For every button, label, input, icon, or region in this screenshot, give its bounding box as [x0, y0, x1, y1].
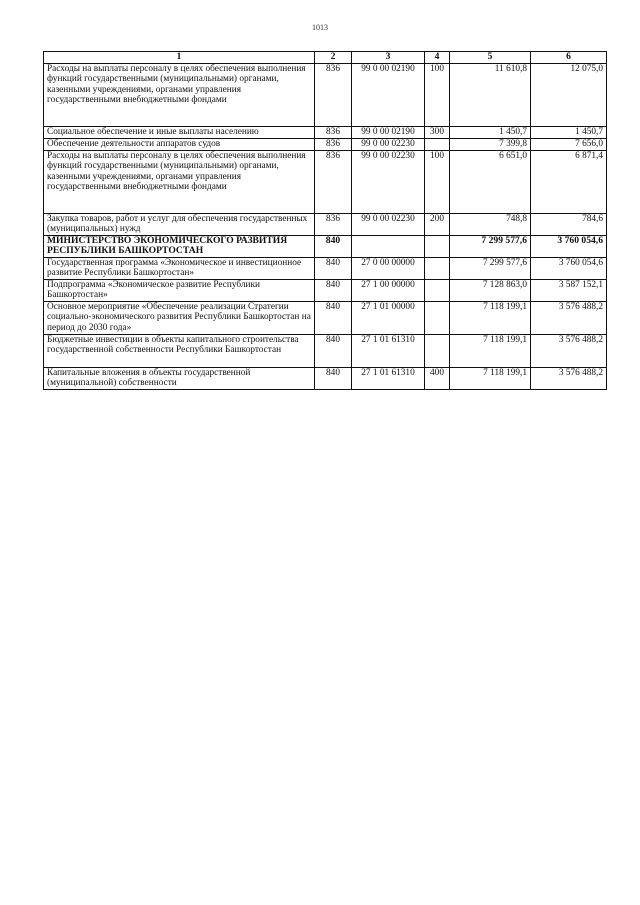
expense-name: Государственная программа «Экономическое и инвестиционное развитие Республики Башкортостан» — [44, 258, 315, 280]
expense-name: Закупка товаров, работ и услуг для обеспечения государственных (муниципальных) нужд — [44, 214, 315, 236]
target-article-code: 99 0 00 02230 — [352, 151, 425, 214]
amount-year-1: 7 299 577,6 — [450, 236, 531, 258]
ministry-code: 836 — [315, 139, 352, 151]
header-cell: 2 — [315, 52, 352, 64]
amount-year-2: 784,6 — [531, 214, 607, 236]
amount-year-1: 7 118 199,1 — [450, 335, 531, 368]
target-article-code: 99 0 00 02230 — [352, 214, 425, 236]
ministry-code: 836 — [315, 214, 352, 236]
table-row — [44, 280, 607, 302]
expense-name: Капитальные вложения в объекты государственной (муниципальной) собственности — [44, 368, 315, 390]
expense-name: Социальное обеспечение и иные выплаты населению — [44, 127, 315, 139]
header-cell: 5 — [450, 52, 531, 64]
ministry-code: 836 — [315, 127, 352, 139]
ministry-code: 840 — [315, 236, 352, 258]
expense-type-code: 200 — [425, 214, 450, 236]
amount-year-1: 1 450,7 — [450, 127, 531, 139]
ministry-code: 840 — [315, 335, 352, 368]
header-cell: 1 — [44, 52, 315, 64]
amount-year-1: 748,8 — [450, 214, 531, 236]
header-row — [44, 52, 607, 64]
table-row — [44, 236, 607, 258]
table-row — [44, 368, 607, 390]
amount-year-1: 6 651,0 — [450, 151, 531, 214]
amount-year-2: 12 075,0 — [531, 64, 607, 127]
target-article-code: 27 1 01 00000 — [352, 302, 425, 335]
target-article-code: 27 1 00 00000 — [352, 280, 425, 302]
header-cell: 4 — [425, 52, 450, 64]
expense-name: Расходы на выплаты персоналу в целях обеспечения выполнения функций государственными (муниципальными) органами, казенными учреждениями, органами управления государственными внебюджетными фондами — [44, 64, 315, 127]
target-article-code: 99 0 00 02190 — [352, 64, 425, 127]
table-row — [44, 64, 607, 127]
expense-type-code — [425, 335, 450, 368]
budget-table — [43, 51, 607, 390]
target-article-code — [352, 236, 425, 258]
expense-type-code — [425, 258, 450, 280]
expense-type-code — [425, 302, 450, 335]
target-article-code: 27 0 00 00000 — [352, 258, 425, 280]
expense-type-code: 400 — [425, 368, 450, 390]
table-row — [44, 214, 607, 236]
ministry-code: 840 — [315, 280, 352, 302]
table-row — [44, 139, 607, 151]
expense-type-code: 100 — [425, 151, 450, 214]
table-row — [44, 151, 607, 214]
expense-type-code: 100 — [425, 64, 450, 127]
expense-name: Обеспечение деятельности аппаратов судов — [44, 139, 315, 151]
table-row — [44, 127, 607, 139]
header-cell: 6 — [531, 52, 607, 64]
ministry-code: 836 — [315, 64, 352, 127]
expense-type-code — [425, 139, 450, 151]
ministry-code: 840 — [315, 302, 352, 335]
expense-type-code: 300 — [425, 127, 450, 139]
amount-year-1: 7 399,8 — [450, 139, 531, 151]
expense-type-code — [425, 280, 450, 302]
amount-year-2: 1 450,7 — [531, 127, 607, 139]
amount-year-2: 3 760 054,6 — [531, 236, 607, 258]
expense-name: МИНИСТЕРСТВО ЭКОНОМИЧЕСКОГО РАЗВИТИЯ РЕСПУБЛИКИ БАШКОРТОСТАН — [44, 236, 315, 258]
target-article-code: 99 0 00 02190 — [352, 127, 425, 139]
amount-year-2: 3 576 488,2 — [531, 335, 607, 368]
ministry-code: 840 — [315, 368, 352, 390]
amount-year-2: 3 576 488,2 — [531, 302, 607, 335]
amount-year-2: 3 587 152,1 — [531, 280, 607, 302]
amount-year-2: 7 656,0 — [531, 139, 607, 151]
ministry-code: 840 — [315, 258, 352, 280]
expense-name: Расходы на выплаты персоналу в целях обеспечения выполнения функций государственными (муниципальными) органами, казенными учреждениями, органами управления государственными внебюджетными фондами — [44, 151, 315, 214]
page-number: 1013 — [312, 23, 328, 32]
table-row — [44, 335, 607, 368]
expense-name: Основное мероприятие «Обеспечение реализации Стратегии социально-экономического развития Республики Башкортостан на период до 2030 года» — [44, 302, 315, 335]
amount-year-1: 7 128 863,0 — [450, 280, 531, 302]
amount-year-2: 3 576 488,2 — [531, 368, 607, 390]
target-article-code: 27 1 01 61310 — [352, 368, 425, 390]
amount-year-2: 3 760 054,6 — [531, 258, 607, 280]
amount-year-1: 7 118 199,1 — [450, 302, 531, 335]
amount-year-2: 6 871,4 — [531, 151, 607, 214]
expense-name: Подпрограмма «Экономическое развитие Республики Башкортостан» — [44, 280, 315, 302]
table-row — [44, 302, 607, 335]
target-article-code: 99 0 00 02230 — [352, 139, 425, 151]
table-row — [44, 258, 607, 280]
expense-type-code — [425, 236, 450, 258]
ministry-code: 836 — [315, 151, 352, 214]
amount-year-1: 7 299 577,6 — [450, 258, 531, 280]
header-cell: 3 — [352, 52, 425, 64]
amount-year-1: 7 118 199,1 — [450, 368, 531, 390]
expense-name: Бюджетные инвестиции в объекты капитального строительства государственной собственности Республики Башкортостан — [44, 335, 315, 368]
target-article-code: 27 1 01 61310 — [352, 335, 425, 368]
amount-year-1: 11 610,8 — [450, 64, 531, 127]
